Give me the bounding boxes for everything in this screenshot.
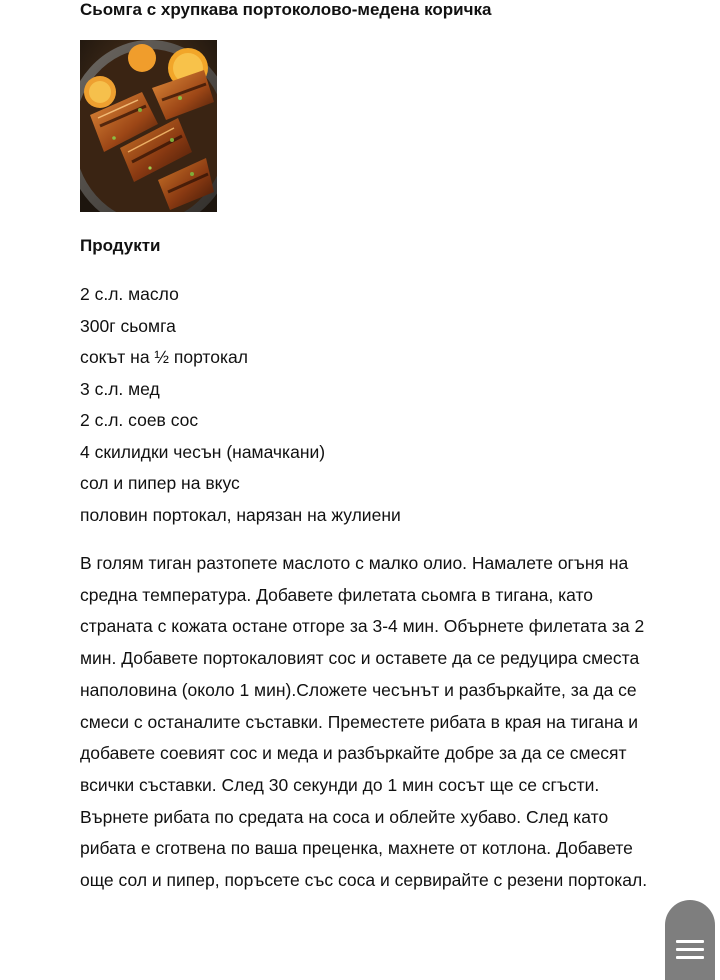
scroll-handle-button[interactable] — [665, 900, 715, 980]
salmon-dish-photo — [80, 40, 217, 212]
ingredient-item: сокът на ½ портокал — [80, 347, 248, 367]
ingredient-item: 2 с.л. масло — [80, 284, 179, 304]
ingredients-heading: Продукти — [80, 236, 161, 255]
ingredient-item: 2 с.л. соев сос — [80, 410, 199, 430]
ingredient-item: сол и пипер на вкус — [80, 473, 240, 493]
menu-lines-icon — [676, 956, 704, 959]
menu-lines-icon — [676, 948, 704, 951]
ingredient-item: 3 с.л. мед — [80, 378, 160, 399]
ingredient-item: 4 скилидки чесън (намачкани) — [80, 441, 326, 462]
menu-lines-icon — [676, 940, 704, 943]
recipe-title: Сьомга с хрупкава портоколово-медена коричка — [80, 0, 492, 19]
ingredient-item: половин портокал, нарязан на жулиени — [80, 504, 401, 525]
salmon-dish-image — [80, 40, 217, 212]
ingredients-list — [80, 279, 401, 531]
ingredient-item: 300г сьомга — [80, 315, 176, 336]
instructions-paragraph: В голям тиган разтопете маслото с малко олио. Намалете огъня на средна температура. Добавете филетата сьомга в тигана, като страната с кожата остане отгоре за 3-4 мин. Обърнете филетата за 2 мин. Добавете портокаловият сос и оставете да се редуцира сместа наполовина (около 1 мин).Сложете чесънът и разбъркайте, за да се смеси с останалите съставки. Преместете рибата в края на тигана и добавете соевият сос и меда и разбъркайте добре за да се смесят всички съставки. След 30 секунди до 1 мин сосът ще се сгъсти. Върнете рибата по средата на соса и облейте хубаво. След като рибата е сготвена по ваша преценка, махнете от котлона. Добавете още сол и пипер, поръсете със соса и сервирайте с резени портокал. — [80, 553, 648, 891]
